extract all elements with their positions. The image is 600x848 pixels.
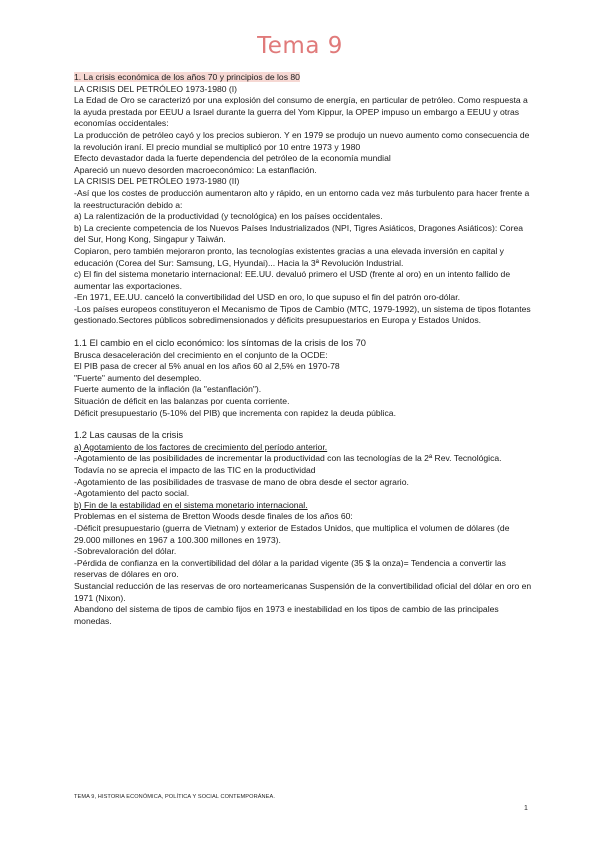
paragraph: -Así que los costes de producción aumentaron alto y rápido, en un entorno cada vez más turbulento para hacer frente a la reestructuración debido a: — [74, 187, 530, 210]
section-1-2-heading: 1.2 Las causas de la crisis — [74, 430, 184, 441]
page-title: Tema 9 — [257, 33, 343, 59]
paragraph: Déficit presupuestario (5-10% del PIB) que incrementa con rapidez la deuda pública. — [74, 407, 396, 418]
cause-a-heading: a) Agotamiento de los factores de crecimiento del período anterior. — [74, 441, 328, 452]
page-footer: TEMA 9, HISTORIA ECONÓMICA, POLÍTICA Y SOCIAL CONTEMPORÁNEA. — [74, 794, 275, 800]
subheading: LA CRISIS DEL PETRÓLEO 1973-1980 (II) — [74, 176, 240, 187]
paragraph: Fuerte aumento de la inflación (la "estanflación"). — [74, 384, 262, 395]
paragraph: "Fuerte" aumento del desempleo. — [74, 372, 202, 383]
paragraph: a) La ralentización de la productividad (y tecnológica) en los países occidentales. — [74, 211, 383, 222]
section-1-1-heading: 1.1 El cambio en el ciclo económico: los síntomas de la crisis de los 70 — [74, 338, 366, 349]
paragraph: c) El fin del sistema monetario internacional: EE.UU. devaluó primero el USD (frente al oro) en un intento fallido de aumentar las exportaciones. — [74, 269, 511, 291]
paragraph: La producción de petróleo cayó y los precios subieron. Y en 1979 se produjo un nuevo aumento como consecuencia de la revolución iraní. El precio mundial se multiplicó por 10 entre 1973 y 1980 — [74, 129, 530, 152]
paragraph: -Agotamiento del pacto social. — [74, 488, 190, 499]
page-number: 1 — [524, 805, 528, 812]
paragraph: b) La creciente competencia de los Nuevos Países Industrializados (NPI, Tigres Asiáticos, Dragones Asiáticos): Corea del Sur, Hong Kong, Singapur y Taiwán. — [74, 222, 523, 245]
paragraph: Brusca desaceleración del crecimiento en el conjunto de la OCDE: — [74, 349, 328, 360]
paragraph: Apareció un nuevo desorden macroeconómico: La estanflación. — [74, 164, 317, 175]
paragraph: Problemas en el sistema de Bretton Woods desde finales de los años 60: — [74, 511, 353, 522]
subheading: LA CRISIS DEL PETRÓLEO 1973-1980 (I) — [74, 83, 238, 94]
paragraph: Copiaron, pero también mejoraron pronto, las tecnologías existentes gracias a una elevada inversión en capital y educación (Corea del Sur: Samsung, LG, Hyundai)... Hacia la 3ª Revolución Industrial. — [74, 245, 504, 268]
paragraph: La Edad de Oro se caracterizó por una explosión del consumo de energía, en particular de petróleo. Como respuesta a la ayuda prestada por EEUU a Israel durante la guerra del Yom Kippur, la OPEP impuso un embargo a EEUU y otras economías occidentales: — [74, 95, 528, 129]
section-1-heading — [74, 72, 534, 84]
paragraph: -Déficit presupuestario (guerra de Vietnam) y exterior de Estados Unidos, que multiplica el volumen de dólares (de 29.000 millones en 1967 a 100.300 millones en 1973). — [74, 522, 510, 545]
document-body — [74, 72, 534, 627]
paragraph: Sustancial reducción de las reservas de oro norteamericanas Suspensión de la convertibilidad oficial del dólar en oro en 1971 (Nixon). — [74, 580, 532, 603]
cause-b-heading: b) Fin de la estabilidad en el sistema monetario internacional. — [74, 499, 308, 510]
paragraph: -Agotamiento de las posibilidades de trasvase de mano de obra desde el sector agrario. — [74, 476, 409, 487]
paragraph: -Pérdida de confianza en la convertibilidad del dólar a la paridad vigente (35 $ la onza)= Tendencia a convertir las reservas de dólares en oro. — [74, 557, 506, 580]
paragraph: Situación de déficit en las balanzas por cuenta corriente. — [74, 396, 290, 407]
paragraph: -Los países europeos constituyeron el Mecanismo de Tipos de Cambio (MTC, 1979-1992), un sistema de tipos flotantes gestionado.Sectores públicos sobredimensionados y déficits presupuestarios en Europa y Estados Unidos. — [74, 303, 531, 326]
paragraph: -Sobrevaloración del dólar. — [74, 546, 177, 557]
paragraph: -Agotamiento de las posibilidades de incrementar la productividad con las tecnologías de la 2ª Rev. Tecnológica. — [74, 453, 502, 464]
paragraph: Efecto devastador dada la fuerte dependencia del petróleo de la economía mundial — [74, 153, 391, 164]
paragraph: Todavía no se aprecia el impacto de las TIC en la productividad — [74, 465, 316, 475]
highlighted-heading: 1. La crisis económica de los años 70 y principios de los 80 — [74, 72, 300, 82]
paragraph: -En 1971, EE.UU. canceló la convertibilidad del USD en oro, lo que supuso el fin del patrón oro-dólar. — [74, 292, 460, 303]
paragraph: Abandono del sistema de tipos de cambio fijos en 1973 e inestabilidad en los tipos de cambio de las principales monedas. — [74, 604, 499, 626]
paragraph: El PIB pasa de crecer al 5% anual en los años 60 al 2,5% en 1970-78 — [74, 361, 340, 372]
